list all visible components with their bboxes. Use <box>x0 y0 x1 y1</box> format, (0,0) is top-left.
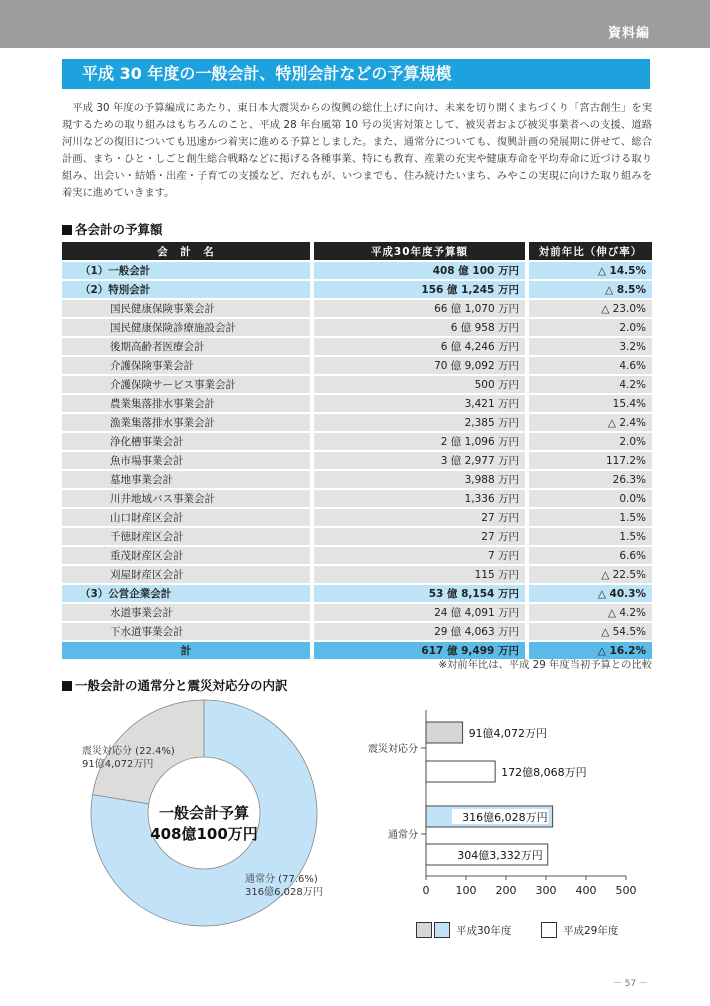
donut-label-disaster: 震災対応分 (22.4%) 91億4,072万円 <box>82 746 175 770</box>
budget-table <box>62 242 652 661</box>
x-tick-label: 200 <box>495 884 517 897</box>
bar-value-label: 316億6,028万円 <box>462 811 548 824</box>
row-name: （2）特別会計 <box>62 280 312 299</box>
x-tick-label: 400 <box>575 884 597 897</box>
table-note: ※対前年比は、平成 29 年度当初予算との比較 <box>438 659 652 671</box>
row-ratio: △ 54.5% <box>527 622 652 641</box>
donut-center-text: 一般会計予算 408億100万円 <box>150 804 258 843</box>
row-amount: 29 億 4,063 万円 <box>312 622 527 641</box>
row-name: 千徳財産区会計 <box>62 527 312 546</box>
bar-disaster-h29 <box>426 761 495 782</box>
row-ratio: 2.0% <box>527 318 652 337</box>
bar-value-label: 304億3,332万円 <box>457 849 543 862</box>
row-ratio: 1.5% <box>527 527 652 546</box>
row-ratio: 26.3% <box>527 470 652 489</box>
row-ratio: △ 14.5% <box>527 261 652 280</box>
row-name: 下水道事業会計 <box>62 622 312 641</box>
row-name: 山口財産区会計 <box>62 508 312 527</box>
category-label: 通常分 <box>388 830 418 841</box>
table-row <box>62 470 652 489</box>
row-amount: 115 万円 <box>312 565 527 584</box>
table-row <box>62 299 652 318</box>
row-ratio: △ 2.4% <box>527 413 652 432</box>
row-ratio: △ 8.5% <box>527 280 652 299</box>
table-row <box>62 451 652 470</box>
row-name: 川井地域バス事業会計 <box>62 489 312 508</box>
row-ratio: 15.4% <box>527 394 652 413</box>
row-ratio: 6.6% <box>527 546 652 565</box>
row-name: 国民健康保険事業会計 <box>62 299 312 318</box>
row-ratio: 0.0% <box>527 489 652 508</box>
row-amount: 3 億 2,977 万円 <box>312 451 527 470</box>
row-amount: 24 億 4,091 万円 <box>312 603 527 622</box>
row-ratio: 4.2% <box>527 375 652 394</box>
row-amount: 2 億 1,096 万円 <box>312 432 527 451</box>
table-row <box>62 394 652 413</box>
table-row <box>62 603 652 622</box>
row-name: 介護保険事業会計 <box>62 356 312 375</box>
table-header-row <box>62 242 652 261</box>
donut-label-normal: 通常分 (77.6%) 316億6,028万円 <box>245 874 323 898</box>
row-amount: 53 億 8,154 万円 <box>312 584 527 603</box>
row-amount: 408 億 100 万円 <box>312 261 527 280</box>
page-number: － 57 － <box>612 979 648 989</box>
row-name: 国民健康保険診療施設会計 <box>62 318 312 337</box>
section-tag: 資料編 <box>607 26 650 41</box>
x-tick-label: 0 <box>422 884 430 897</box>
x-tick-label: 100 <box>455 884 477 897</box>
row-amount: 66 億 1,070 万円 <box>312 299 527 318</box>
table-row <box>62 622 652 641</box>
row-amount: 27 万円 <box>312 508 527 527</box>
table-row <box>62 432 652 451</box>
table-row <box>62 337 652 356</box>
row-amount: 70 億 9,092 万円 <box>312 356 527 375</box>
row-ratio: 3.2% <box>527 337 652 356</box>
category-label: 震災対応分 <box>368 744 418 755</box>
row-name: （1）一般会計 <box>62 261 312 280</box>
x-tick-label: 300 <box>535 884 557 897</box>
intro-paragraph: 平成 30 年度の予算編成にあたり、東日本大震災からの復興の総仕上げに向け、未来を切り開くまちづくり「宮古創生」を実現するための取り組みはもちろんのこと、平成 28 年台風第 10 号の災害対策として、被災者および被災事業者への支援、道路河川などの復旧についても迅速かつ着実に進める予算としました。また、通常分についても、復興計画の発展期に併せて、総合計画、まち・ひと・しごと創生総合戦略などに掲げる各種事業、特にも教育、産業の充実や健康寿命を平均寿命に近づける取り組み、出会い・結婚・出産・子育ての支援など、だれもが、いつまでも、住み続けたいまち、みやこの実現に向けた取り組みを着実に進めていきます。 <box>62 102 652 199</box>
row-name: 墓地事業会計 <box>62 470 312 489</box>
legend-swatch-disaster <box>416 922 432 938</box>
legend-swatch-normal <box>434 922 450 938</box>
row-name: 後期高齢者医療会計 <box>62 337 312 356</box>
row-name: 浄化槽事業会計 <box>62 432 312 451</box>
row-ratio: 4.6% <box>527 356 652 375</box>
page-title: 平成 30 年度の一般会計、特別会計などの予算規模 <box>62 59 650 89</box>
row-amount: 6 億 4,246 万円 <box>312 337 527 356</box>
row-amount: 2,385 万円 <box>312 413 527 432</box>
row-name: 計 <box>62 641 312 660</box>
table-row <box>62 413 652 432</box>
row-ratio: 2.0% <box>527 432 652 451</box>
table-row <box>62 318 652 337</box>
row-ratio: 1.5% <box>527 508 652 527</box>
row-amount: 500 万円 <box>312 375 527 394</box>
row-ratio: △ 40.3% <box>527 584 652 603</box>
bar-chart <box>355 700 675 910</box>
table-row <box>62 584 652 603</box>
table-row <box>62 508 652 527</box>
row-ratio: △ 4.2% <box>527 603 652 622</box>
header-bar <box>0 0 710 48</box>
table-row <box>62 280 652 299</box>
row-amount: 3,988 万円 <box>312 470 527 489</box>
table-row <box>62 489 652 508</box>
table-row <box>62 565 652 584</box>
table-row <box>62 546 652 565</box>
row-amount: 1,336 万円 <box>312 489 527 508</box>
header-amount: 平成30年度予算額 <box>312 242 527 261</box>
section-heading-breakdown: 一般会計の通常分と震災対応分の内訳 <box>62 676 288 694</box>
bar-value-label: 91億4,072万円 <box>468 727 548 740</box>
legend-h29: 平成29年度 <box>541 922 618 938</box>
row-amount: 3,421 万円 <box>312 394 527 413</box>
row-amount: 156 億 1,245 万円 <box>312 280 527 299</box>
header-name: 会 計 名 <box>62 242 312 261</box>
row-ratio: △ 16.2% <box>527 641 652 660</box>
table-row <box>62 527 652 546</box>
table-row <box>62 356 652 375</box>
table-row <box>62 261 652 280</box>
row-ratio: △ 23.0% <box>527 299 652 318</box>
row-name: 刈屋財産区会計 <box>62 565 312 584</box>
row-amount: 7 万円 <box>312 546 527 565</box>
legend-h30: 平成30年度 <box>416 922 511 938</box>
row-name: 魚市場事業会計 <box>62 451 312 470</box>
row-ratio: △ 22.5% <box>527 565 652 584</box>
row-amount: 27 万円 <box>312 527 527 546</box>
bar-value-label: 172億8,068万円 <box>501 766 587 779</box>
row-name: （3）公営企業会計 <box>62 584 312 603</box>
row-name: 介護保険サービス事業会計 <box>62 375 312 394</box>
row-name: 漁業集落排水事業会計 <box>62 413 312 432</box>
row-ratio: 117.2% <box>527 451 652 470</box>
section-heading-budget: 各会計の予算額 <box>62 220 163 238</box>
x-tick-label: 500 <box>615 884 637 897</box>
header-ratio: 対前年比（伸び率） <box>527 242 652 261</box>
row-name: 農業集落排水事業会計 <box>62 394 312 413</box>
row-amount: 617 億 9,499 万円 <box>312 641 527 660</box>
row-amount: 6 億 958 万円 <box>312 318 527 337</box>
row-name: 水道事業会計 <box>62 603 312 622</box>
table-row <box>62 375 652 394</box>
bar-disaster-h30 <box>426 722 463 743</box>
legend-swatch-h29 <box>541 922 557 938</box>
row-name: 重茂財産区会計 <box>62 546 312 565</box>
